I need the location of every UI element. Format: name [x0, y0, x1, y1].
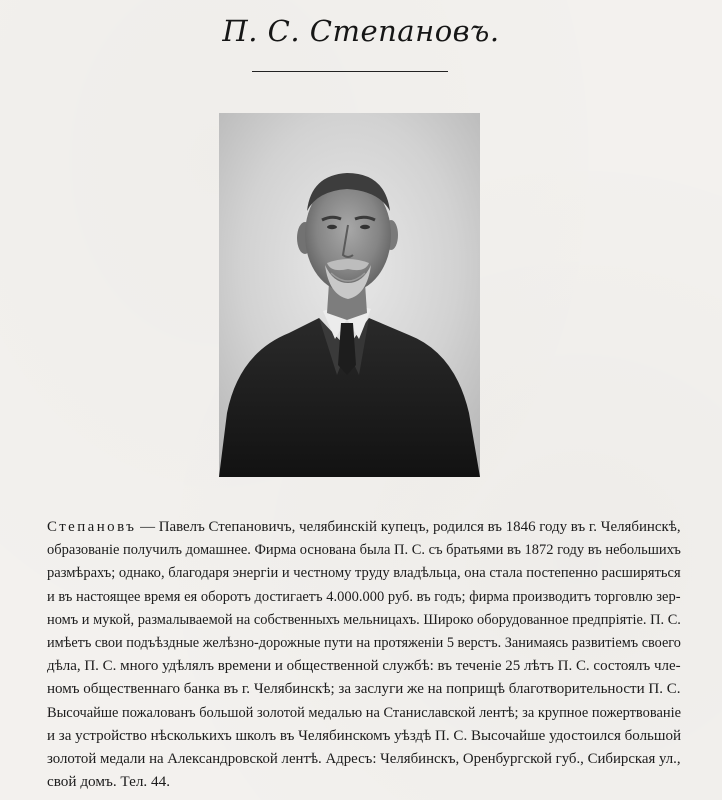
portrait-photo [219, 113, 480, 477]
bio-line-4: и въ настоящее время ея оборотъ достигаетъ 4.000.000 руб. въ годъ; фирма производитъ торговлю зер- [47, 587, 681, 605]
bio-line-2: образованiе получилъ домашнее. Фирма основана была П. С. съ братьями въ 1872 году въ небольшихъ [47, 541, 681, 559]
bio-line-11: золотой медали на Александровской лентѣ. Адресъ: Челябинскъ, Оренбургской губ., Сибирская ул., [47, 750, 681, 768]
bio-line-3: размѣрахъ; однако, благодаря энергiи и честному труду владѣльца, она стала постепенно расширяться [47, 564, 681, 582]
portrait-illustration [219, 113, 480, 477]
bio-line-10: и за устройство нѣсколькихъ школъ въ Челябинскомъ уѣздѣ П. С. Высочайше удостоился большой [47, 726, 682, 744]
page-title: П. С. Степановъ. [222, 14, 500, 48]
bio-line-5: номъ и мукой, размалываемой на собственныхъ мельницахъ. Широко оборудованное предпрiятiе. П. С. [47, 610, 681, 628]
bio-line-6: имѣетъ свои подъѣздные желѣзно-дорожные пути на протяженiи 5 верстъ. Занимаясь развитiемъ своего [47, 634, 681, 652]
bio-line-12: свой домъ. Тел. 44. [47, 773, 171, 791]
bio-line-8: номъ общественнаго банка въ г. Челябинскѣ; за заслуги же на поприщѣ благотворительности П. С. [47, 680, 681, 698]
subject-name: Степановъ [47, 518, 137, 535]
biography-paragraph [47, 515, 681, 793]
bio-line-1-text: — Павелъ Степановичъ, челябинскiй купецъ, родился въ 1846 году въ г. Челябинскѣ, [136, 518, 681, 535]
bio-line-1 [47, 515, 681, 538]
title-underline [252, 71, 448, 72]
bio-line-9: Высочайше пожалованъ большой золотой медалью на Станиславской лентѣ; за крупное пожертвованiе [47, 703, 681, 721]
bio-line-7: дѣла, П. С. много удѣлялъ времени и общественной службѣ: въ теченiе 25 лѣтъ П. С. состоялъ чле- [47, 657, 681, 675]
